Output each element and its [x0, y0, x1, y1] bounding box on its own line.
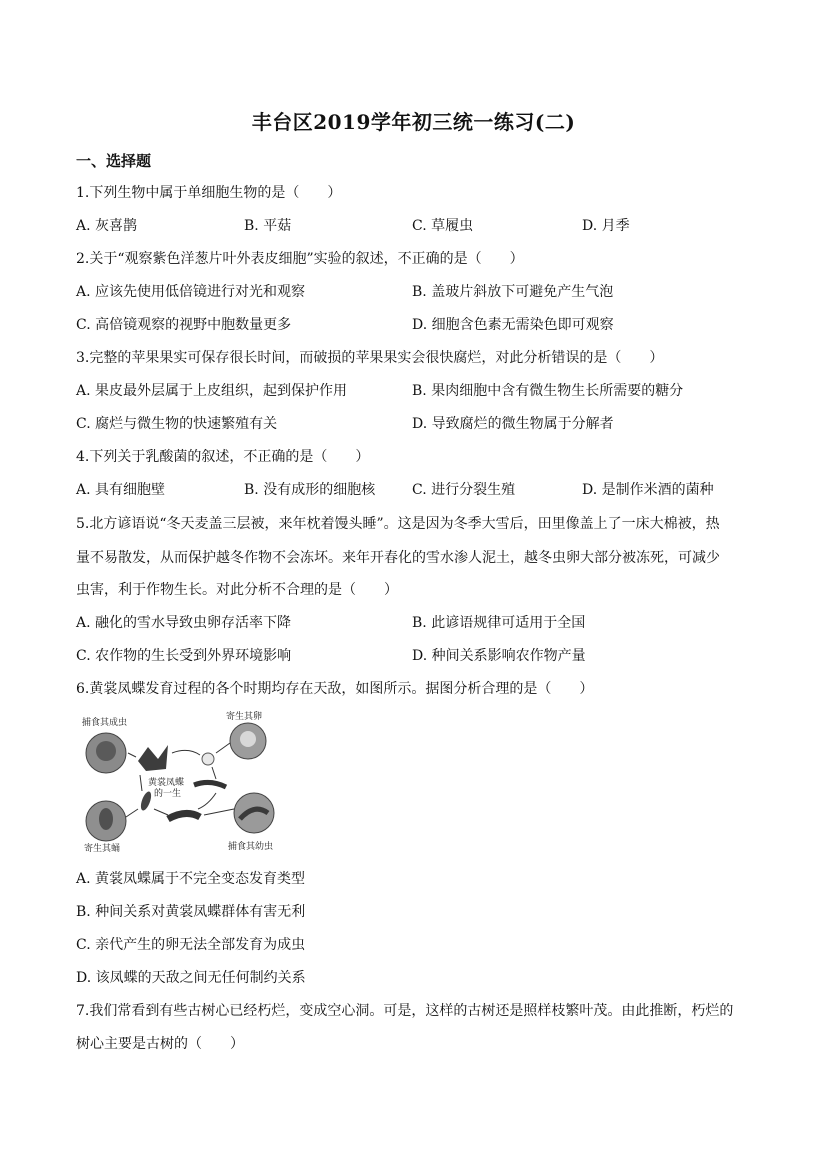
- label-parasite-pupa: 寄生其蛹: [84, 844, 121, 854]
- arrow-parasite-pupa: [126, 809, 138, 817]
- option-c: C. 进行分裂生殖: [412, 482, 516, 498]
- label-parasite-egg: 寄生其卵: [226, 712, 263, 722]
- option-c: C. 草履虫: [412, 218, 474, 234]
- arrow-egg-to-larva: [212, 767, 216, 779]
- arrow-predator-adult: [128, 753, 136, 757]
- option-b: B. 盖玻片斜放下可避免产生气泡: [412, 284, 614, 300]
- question-1-options: [76, 216, 756, 236]
- label-predator-adult: 捕食其成虫: [82, 718, 128, 728]
- arrow-adult-to-egg: [172, 750, 200, 755]
- egg-shape: [202, 753, 214, 765]
- question-2-stem: 2.关于“观察紫色洋葱片叶外表皮细胞”实验的叙述，不正确的是（ ）: [76, 251, 524, 267]
- option-b: B. 平菇: [244, 218, 292, 234]
- question-5-stem-line2: 量不易散发，从而保护越冬作物不会冻坏。来年开春化的雪水渗人泥土，越冬虫卵大部分被冻死，可减少: [76, 550, 720, 566]
- question-6-option-d: D. 该凤蝶的天敌之间无任何制约关系: [76, 970, 306, 986]
- label-predator-larva: 捕食其幼虫: [228, 842, 274, 852]
- option-d: D. 月季: [582, 218, 630, 234]
- question-5-stem-line1: 5.北方谚语说“冬天麦盖三层被，来年枕着馒头睡”。这是因为冬季大雪后，田里像盖上了一床大棉被，热: [76, 516, 720, 532]
- option-b: B. 此谚语规律可适用于全国: [412, 615, 586, 631]
- question-2-options-row1: [76, 282, 756, 302]
- caterpillar-shape: [194, 782, 226, 787]
- option-d: D. 导致腐烂的微生物属于分解者: [412, 416, 614, 432]
- predator-adult-detail: [96, 741, 116, 761]
- question-3-stem: 3.完整的苹果果实可保存很长时间，而破损的苹果果实会很快腐烂，对此分析错误的是（ ）: [76, 350, 664, 366]
- butterfly-adult-shape: [138, 745, 168, 771]
- arrow-larva-to-pupa: [154, 809, 168, 815]
- option-d: D. 细胞含色素无需染色即可观察: [412, 317, 614, 333]
- option-b: B. 果肉细胞中含有微生物生长所需要的糖分: [412, 383, 684, 399]
- option-a: A. 融化的雪水导致虫卵存活率下降: [76, 615, 292, 631]
- arrow-predator-larva: [204, 809, 234, 815]
- question-1-stem: 1.下列生物中属于单细胞生物的是（ ）: [76, 185, 342, 201]
- question-7-stem-line2: 树心主要是古树的（ ）: [76, 1036, 244, 1052]
- question-4-options: [76, 480, 756, 500]
- option-b: B. 没有成形的细胞核: [244, 482, 376, 498]
- question-5-stem-line3: 虫害，利于作物生长。对此分析不合理的是（ ）: [76, 582, 398, 598]
- question-5-options-row2: [76, 646, 756, 666]
- question-7-stem-line1: 7.我们常看到有些古树心已经朽烂，变成空心洞。可是，这样的古树还是照样枝繁叶茂。由此推断，朽烂的: [76, 1003, 734, 1019]
- option-c: C. 腐烂与微生物的快速繁殖有关: [76, 416, 278, 432]
- question-3-options-row1: [76, 381, 756, 401]
- question-5-options-row1: [76, 613, 756, 633]
- label-center-line2: 的一生: [154, 789, 182, 799]
- option-c: C. 农作物的生长受到外界环境影响: [76, 648, 292, 664]
- question-6-option-a: A. 黄裳凤蝶属于不完全变态发育类型: [76, 871, 306, 887]
- option-c: C. 高倍镜观察的视野中胞数量更多: [76, 317, 292, 333]
- lifecycle-diagram: [76, 709, 286, 855]
- question-6-option-b: B. 种间关系对黄裳凤蝶群体有害无利: [76, 904, 306, 920]
- question-6-option-c: C. 亲代产生的卵无法全部发育为成虫: [76, 937, 306, 953]
- pupa-detail: [99, 808, 113, 830]
- option-d: D. 是制作米酒的菌种: [582, 482, 714, 498]
- option-a: A. 灰喜鹊: [76, 218, 138, 234]
- option-a: A. 果皮最外层属于上皮组织，起到保护作用: [76, 383, 348, 399]
- option-d: D. 种间关系影响农作物产量: [412, 648, 586, 664]
- option-a: A. 应该先使用低倍镜进行对光和观察: [76, 284, 306, 300]
- section-heading: 一、选择题: [76, 152, 152, 170]
- option-a: A. 具有细胞壁: [76, 482, 166, 498]
- egg-detail: [240, 731, 256, 747]
- question-2-options-row2: [76, 315, 756, 335]
- question-3-options-row2: [76, 414, 756, 434]
- arrow-pupa-to-adult: [140, 775, 142, 791]
- caterpillar-large-shape: [168, 813, 200, 819]
- arrow-parasite-egg: [216, 743, 230, 753]
- pupa-shape: [139, 790, 153, 812]
- question-6-stem: 6.黄裳凤蝶发育过程的各个时期均存在天敌，如图所示。据图分析合理的是（ ）: [76, 681, 594, 697]
- butterfly-lifecycle-figure: [76, 709, 286, 855]
- label-center-line1: 黄裳凤蝶: [148, 778, 185, 788]
- page-title: 丰台区2019学年初三统一练习(二): [251, 110, 576, 134]
- question-4-stem: 4.下列关于乳酸菌的叙述，不正确的是（ ）: [76, 449, 370, 465]
- arrow-larva-to-larva: [198, 793, 216, 809]
